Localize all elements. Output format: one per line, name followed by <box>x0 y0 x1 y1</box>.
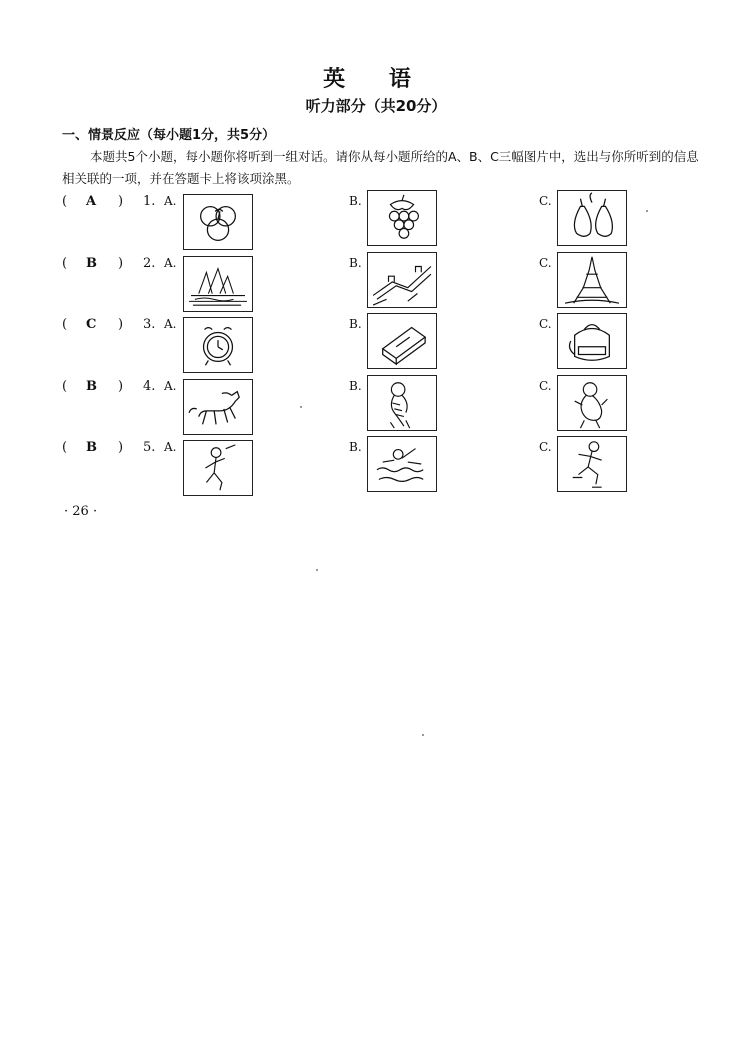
eiffel-tower-icon[interactable] <box>557 252 627 308</box>
question-row <box>0 256 752 312</box>
option-label: B. <box>349 194 362 208</box>
question-row <box>0 379 752 435</box>
swimming-boy-icon[interactable] <box>367 436 437 492</box>
alarm-clock-icon[interactable] <box>183 317 253 373</box>
scan-speck <box>422 734 424 736</box>
answer-paren-close: ) <box>118 317 124 332</box>
answer-paren-open: ( <box>62 194 68 209</box>
option-label: C. <box>539 317 552 331</box>
question-row <box>0 440 752 496</box>
answer-field[interactable]: B <box>86 379 97 394</box>
option-label: A. <box>164 317 177 331</box>
page-number: · 26 · <box>64 504 98 519</box>
scan-speck <box>300 406 302 408</box>
question-number: 4. <box>143 379 156 394</box>
option-label: C. <box>539 256 552 270</box>
apples-icon[interactable] <box>183 194 253 250</box>
option-label: A. <box>164 440 177 454</box>
tiger-icon[interactable] <box>367 375 437 431</box>
answer-field[interactable]: C <box>86 317 97 332</box>
answer-paren-close: ) <box>118 256 124 271</box>
option-label: B. <box>349 440 362 454</box>
page-subtitle: 听力部分（共20分） <box>305 97 447 115</box>
answer-field[interactable]: A <box>86 194 97 209</box>
answer-paren-close: ) <box>118 194 124 209</box>
answer-paren-open: ( <box>62 440 68 455</box>
option-label: A. <box>164 194 177 208</box>
book-icon[interactable] <box>367 313 437 369</box>
answer-paren-close: ) <box>118 379 124 394</box>
option-label: C. <box>539 440 552 454</box>
opera-house-icon[interactable] <box>183 256 253 312</box>
question-number: 3. <box>143 317 156 332</box>
monkey-icon[interactable] <box>557 375 627 431</box>
option-label: C. <box>539 194 552 208</box>
horse-icon[interactable] <box>183 379 253 435</box>
answer-paren-close: ) <box>118 440 124 455</box>
section-heading: 一、情景反应（每小题1分，共5分） <box>62 128 276 143</box>
question-number: 1. <box>143 194 156 209</box>
scan-speck <box>646 210 648 212</box>
schoolbag-icon[interactable] <box>557 313 627 369</box>
great-wall-icon[interactable] <box>367 252 437 308</box>
answer-paren-open: ( <box>62 379 68 394</box>
question-number: 2. <box>143 256 156 271</box>
instruction-text: 本题共5个小题，每小题你将听到一组对话。请你从每小题所给的A、B、C三幅图片中，选出与你所听到的信息相关联的一项，并在答题卡上将该项涂黑。 <box>62 149 699 186</box>
grapes-icon[interactable] <box>367 190 437 246</box>
answer-paren-open: ( <box>62 317 68 332</box>
running-boy-icon[interactable] <box>183 440 253 496</box>
question-number: 5. <box>143 440 156 455</box>
answer-field[interactable]: B <box>86 256 97 271</box>
option-label: B. <box>349 317 362 331</box>
option-label: A. <box>164 256 177 270</box>
scan-speck <box>316 569 318 571</box>
option-label: B. <box>349 256 362 270</box>
question-row <box>0 194 752 250</box>
option-label: A. <box>164 379 177 393</box>
option-label: C. <box>539 379 552 393</box>
question-row <box>0 317 752 373</box>
answer-field[interactable]: B <box>86 440 97 455</box>
page-title: 英 语 <box>323 66 429 92</box>
option-label: B. <box>349 379 362 393</box>
skating-boy-icon[interactable] <box>557 436 627 492</box>
answer-paren-open: ( <box>62 256 68 271</box>
pears-icon[interactable] <box>557 190 627 246</box>
